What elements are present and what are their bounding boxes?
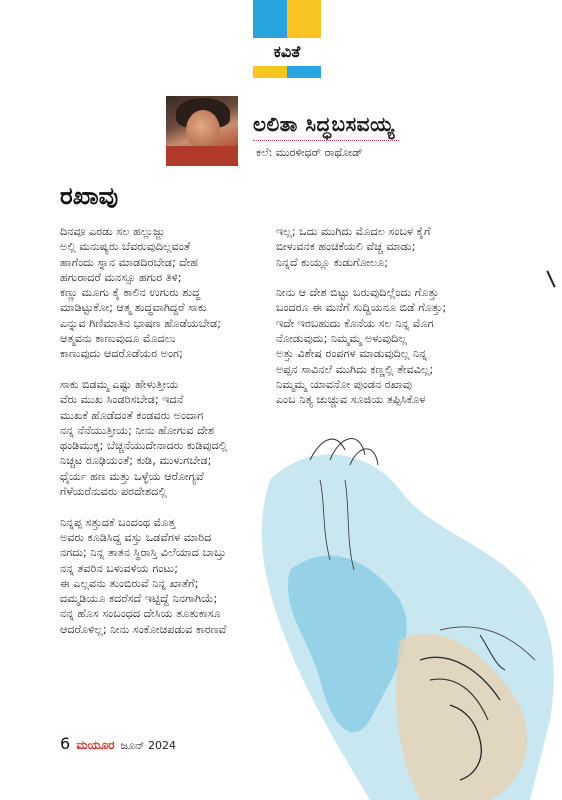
poem-line: ಆದರೊಳಿಲ್ಲ; ನೀನು ಸಂಕೋಚಪಡುವ ಕಾರಣವೆ <box>60 622 227 636</box>
poem-right-column <box>276 224 516 423</box>
poem-line: ನಿಚ್ಚಟ ರೂಢಿಯಂತೆ; ಕುಡಿ, ಮುಳುಗಬೇಡ; <box>60 454 212 468</box>
poem-line: ನಿನ್ನಪ್ಪ ಸತ್ತುದಕೆ ಬಂದಂಥ ಮೊತ್ತ <box>60 515 176 529</box>
section-label: ಕವಿತೆ <box>253 38 321 66</box>
poem-title: ರಖಾವು <box>60 182 119 210</box>
stanza <box>276 224 516 270</box>
stanza <box>60 377 272 499</box>
stray-mark <box>546 270 555 287</box>
accent-yellow-block <box>287 0 321 38</box>
poem-line: ನನ್ನ ತವರಿನ ಬಳುವಳಿಯ ಗಂಟು; <box>60 561 178 575</box>
poem-line: ಎಂಬ ನಿತ್ಯ ಚುಚ್ಚುವ ಸೂಜಿಯ ತಪ್ಪಿಸಿಕೊಳ <box>276 393 426 407</box>
poem-line: ನಗದು; ನಿನ್ನ ತಾತನ ಸ್ಥಿರಾಸ್ತಿ ವಿಲೆಯಾದ ಬಾಬ್ತು <box>60 546 227 560</box>
page-footer <box>60 734 176 753</box>
stanza <box>60 224 272 362</box>
poem-line: ಎನ್ನುವ ಗಿಣಿಮಾತಿನ ಭಾಷಣ ಹೊಡೆಯಬೇಡ; <box>60 316 221 330</box>
poem-line: ಗೆಳೆಯರೆನುವರು ಪರದೇಶದಲ್ಲಿ <box>60 485 167 499</box>
poem-line: ನಿನ್ನದೆ ಕುಯ್ಲೂ ಕುಡುಗೋಲೂ; <box>276 255 389 269</box>
poem-line: ಅವರು ಕೂಡಿಸಿದ್ದ ವಸ್ತು ಒಡವೆಗಳ ಮಾರಿದ <box>60 530 212 544</box>
section-label-block <box>253 0 321 80</box>
poem-line: ಇದೇ ಇರಬಹುದು ಕೊನೆಯ ಸಲ ನಿನ್ನ ಮೊಗ <box>276 316 434 330</box>
accent-blue-strip <box>287 66 321 78</box>
author-divider <box>253 140 399 141</box>
poem-line: ಕಾಣುವುದು ಆದರೊಡೆಯರ ಅಂಗ; <box>60 347 183 361</box>
poem-line: ಈ ಎಲ್ಲವನು ತುಂಬಿರುವೆ ನಿನ್ನ ಖಾತೆಗೆ; <box>60 576 199 590</box>
poem-line: ಅಪ್ಪನ ಸಾವಿನಲೆ ಮುಗಿದು ಕಣ್ಣಲ್ಲಿ ತೇವವಿಲ್ಲ; <box>276 362 434 376</box>
magazine-logo: ಮಯೂರ <box>76 738 115 752</box>
poem-line: ನಿಮ್ಮಮ್ಮ ಯಾವನೋ ಪುಂಡನ ರಖಾವು <box>276 377 412 391</box>
poem-line: ನೀನು ಆ ದೇಶ ಬಿಟ್ಟು ಬರುವುದಿಲ್ಲೆಂದು ಗೊತ್ತು <box>276 286 439 300</box>
page-number: 6 <box>60 734 71 753</box>
poem-line: ಮಾಡಿಟ್ಟುಕೋ; ಆತ್ಮ ಶುದ್ಧವಾಗಿದ್ದರೆ ಸಾಕು <box>60 301 207 315</box>
artist-credit: ಕಲೆ: ಮುರಳೀಧರ್ ರಾಥೋಡ್ <box>256 146 363 159</box>
poem-line: ಬಂದರೂ ಈ ಮನೆಗೆ ಸುದ್ದಿಯನೂ ಬಿಡೆ ಗೊತ್ತು; <box>276 301 447 315</box>
accent-blue-block <box>253 0 287 38</box>
poem-line: ಅಲ್ಲಿ ಮನುಷ್ಯರು ಬೆವರುವುದಿಲ್ಲವಂತೆ <box>60 240 191 254</box>
poem-line: ಸಾಕು ಬಿಡಮ್ಮ ಎಷ್ಟು ಹೇಳುತ್ತೀಯ <box>60 377 179 391</box>
poem-illustration <box>250 420 562 800</box>
poem-line: ಕಣ್ಣು ಮೂಗು ಕೈ ಕಾಲಿನ ಉಗುರು ಶುದ್ಧ <box>60 286 201 300</box>
poem-line: ಧೈರ್ಯ ಹಣ ಮತ್ತು ಒಳ್ಳೆಯ ಆರೋಗ್ಯವೆ <box>60 469 204 483</box>
poem-line: ನನ್ನ ನೆನೆಯುತ್ತೀಯ; ನೀನು ಹೋಗುವ ದೇಶ <box>60 423 215 437</box>
accent-yellow-strip <box>253 66 287 78</box>
poem-line: ದಮ್ಮಡಿಯೂ ಕದರೆಸದೆ ಇಟ್ಟಿದ್ದೆ ನಿನಗಾಗಿಯೆ; <box>60 592 218 606</box>
poem-left-column <box>60 224 272 652</box>
poem-line: ಮುಖಕೆ ಹೊಡೆದಂತೆ ಕಂಡವರು ಅಂದಾಗ <box>60 408 204 422</box>
poem-line: ಬೀಳುವನಕ ಹಂಚಿಕೆಯಲಿ ವೆಚ್ಚ ಮಾಡು; <box>276 240 416 254</box>
poem-line: ನೋಡುವುದು; ನಿಮ್ಮಮ್ಮ ಅಳುವುದಿಲ್ಲ <box>276 332 407 346</box>
issue-date: ಜೂನ್ 2024 <box>120 739 177 752</box>
poem-line: ಥಂಡಿಮುಕ್ಕ; ಬೆಚ್ಚನೆಯುದೇನಾದರು ಕುಡಿವುದಲ್ಲಿ <box>60 439 228 453</box>
author-name: ಲಲಿತಾ ಸಿದ್ಧಬಸವಯ್ಯ <box>253 112 395 136</box>
poem-line: ದಿನವೂ ಎರಡು ಸಲ ಹಲ್ಲುಜ್ಜು <box>60 225 165 238</box>
poem-line: ಹಾಗೆಂದು ಸ್ನಾನ ಮಾಡದಿರಬೇಡ; ದೇಹ <box>60 255 198 269</box>
poem-line: ನನ್ನ ಹೊಸ ಸಂಬಂಧದ ದೇಸಿಯ ತೂತುಕಾಸೂ <box>60 607 221 621</box>
poem-line: ವೆರು ಮುಖ ಸಿಂಡರಿಸಬೇಡ; ಇದನೆ <box>60 393 184 407</box>
poem-line: ಇಲ್ಲ; ಒದು ಮುಗಿದು ಮೊದಲ ಸಂಬಳ ಕೈಗೆ <box>276 225 431 238</box>
author-portrait <box>166 96 238 166</box>
stanza <box>60 515 272 637</box>
stanza <box>276 285 516 407</box>
poem-line: ಅತ್ತು ವಿಶೇಷ ರಂಪಗಳ ಮಾಡುವುದಿಲ್ಲ ನಿನ್ನ <box>276 347 427 361</box>
poem-line: ಆತ್ಮವನು ಕಾಣುವುದೂ ಮೊದಲು <box>60 332 176 346</box>
poem-line: ಹಗುರಾದರೆ ಮನಸ್ಸೂ ಹಗುರ ತಿಳಿ; <box>60 270 182 284</box>
